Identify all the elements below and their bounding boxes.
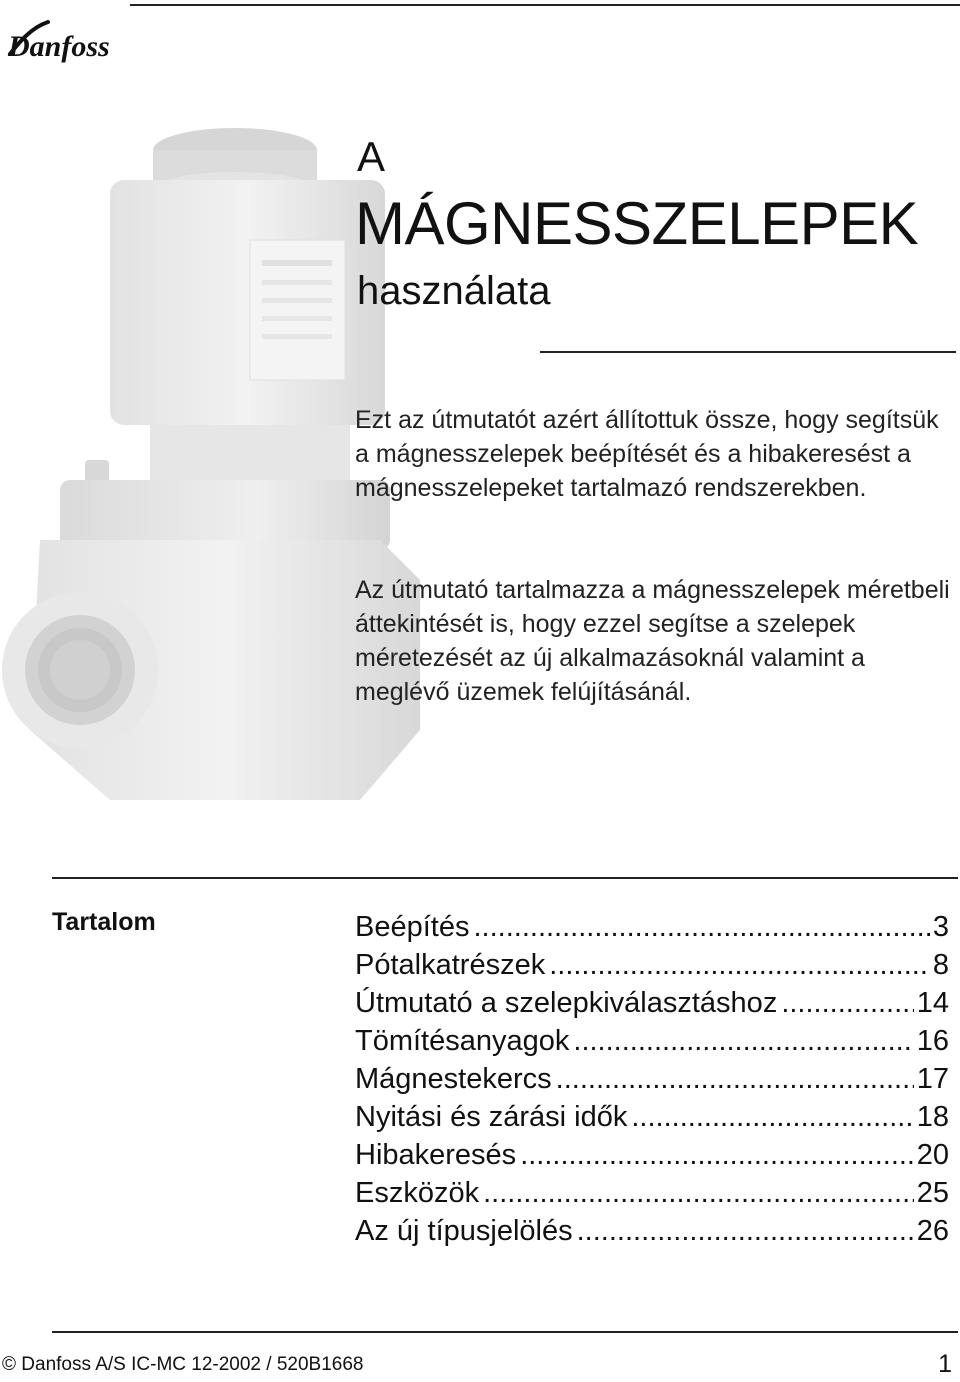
page-title: MÁGNESSZELEPEK bbox=[355, 190, 919, 257]
toc-leader-dots bbox=[781, 984, 913, 1022]
toc-item[interactable] bbox=[355, 908, 949, 946]
toc-item-page: 8 bbox=[932, 949, 949, 981]
table-of-contents bbox=[355, 908, 949, 1250]
toc-item[interactable] bbox=[355, 1060, 949, 1098]
toc-item-page: 26 bbox=[916, 1215, 949, 1247]
toc-item[interactable] bbox=[355, 1098, 949, 1136]
intro-paragraph-2: Az útmutató tartalmazza a mágnesszelepek méretbeli áttekintését is, hogy ezzel segítse a szelepek méretezését az új alkalmazásoknál valamint a meglévő üzemek felújításánál. bbox=[355, 576, 950, 706]
toc-item[interactable] bbox=[355, 1022, 949, 1060]
toc-item-title: Mágnestekercs bbox=[355, 1063, 552, 1095]
toc-item-page: 20 bbox=[916, 1139, 949, 1171]
footer-rule bbox=[52, 1331, 958, 1333]
toc-item-page: 17 bbox=[916, 1063, 949, 1095]
toc-leader-dots bbox=[631, 1098, 913, 1136]
toc-item-page: 16 bbox=[916, 1025, 949, 1057]
title-article: A bbox=[357, 133, 386, 180]
toc-item[interactable] bbox=[355, 1174, 949, 1212]
toc-leader-dots bbox=[573, 1022, 913, 1060]
footer-copyright: © Danfoss A/S IC-MC 12-2002 / 520B1668 bbox=[2, 1354, 364, 1375]
toc-item-title: Tömítésanyagok bbox=[355, 1025, 570, 1057]
toc-item-title: Nyitási és zárási idők bbox=[355, 1101, 628, 1133]
toc-item[interactable] bbox=[355, 946, 949, 984]
toc-item[interactable] bbox=[355, 984, 949, 1022]
danfoss-logo bbox=[4, 14, 122, 66]
toc-leader-dots bbox=[473, 908, 929, 946]
toc-leader-dots bbox=[556, 1060, 914, 1098]
toc-item-title: Az új típusjelölés bbox=[355, 1215, 573, 1247]
title-rule bbox=[540, 351, 956, 353]
toc-item-title: Pótalkatrészek bbox=[355, 949, 546, 981]
toc-leader-dots bbox=[549, 946, 930, 984]
toc-item-title: Eszközök bbox=[355, 1177, 480, 1209]
toc-item[interactable] bbox=[355, 1136, 949, 1174]
toc-item-page: 14 bbox=[916, 987, 949, 1019]
toc-leader-dots bbox=[577, 1212, 914, 1250]
toc-item-title: Hibakeresés bbox=[355, 1139, 517, 1171]
intro-paragraph-1: Ezt az útmutatót azért állítottuk össze, hogy segítsük a mágnesszelepek beépítését és a hibakeresést a mágnesszelepeket tartalmazó rendszerekben. bbox=[355, 406, 939, 502]
toc-item-title: Beépítés bbox=[355, 911, 470, 943]
footer-page-number: 1 bbox=[938, 1350, 952, 1378]
toc-item-page: 3 bbox=[932, 911, 949, 943]
toc-rule bbox=[52, 877, 958, 879]
toc-leader-dots bbox=[483, 1174, 914, 1212]
top-rule bbox=[130, 4, 960, 6]
toc-item-page: 18 bbox=[916, 1101, 949, 1133]
toc-label: Tartalom bbox=[52, 908, 156, 936]
toc-item-page: 25 bbox=[916, 1177, 949, 1209]
svg-text:Danfoss: Danfoss bbox=[8, 30, 110, 63]
toc-leader-dots bbox=[520, 1136, 914, 1174]
toc-item[interactable] bbox=[355, 1212, 949, 1250]
toc-item-title: Útmutató a szelepkiválasztáshoz bbox=[355, 987, 778, 1019]
page-subtitle: használata bbox=[357, 269, 551, 313]
